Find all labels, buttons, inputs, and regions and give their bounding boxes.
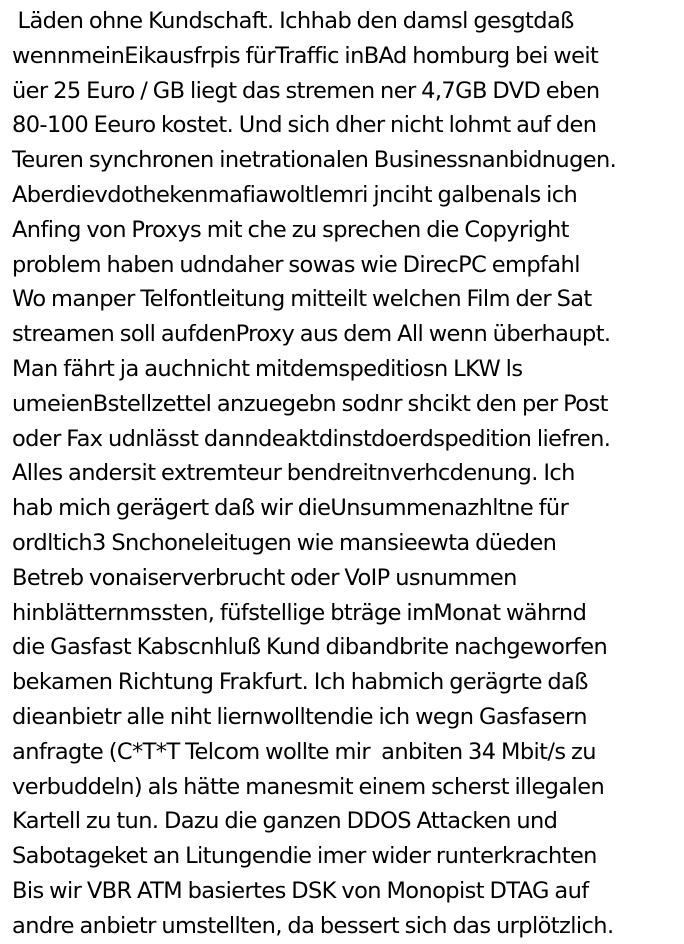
text-line: Bis wir VBR ATM basiertes DSK von Monopist DTAG auf <box>12 877 589 904</box>
text-line: Betreb vonaiserverbrucht oder VoIP usnummen <box>12 564 517 591</box>
text-line: Kartell zu tun. Dazu die ganzen DDOS Attacken und <box>12 808 558 835</box>
text-line: anfragte (C*T*T Telcom wollte mir anbiten 34 Mbit/s zu <box>12 738 596 765</box>
text-line: Läden ohne Kundschaft. Ichhab den damsl gesgtdaß <box>12 8 574 34</box>
text-line: hab mich gerägert daß wir dieUnsummenazhltne für <box>12 495 569 522</box>
text-line: üer 25 Euro / GB liegt das stremen ner 4,7GB DVD eben <box>12 77 600 104</box>
text-line: streamen soll aufdenProxy aus dem All wenn überhaupt. <box>12 321 611 348</box>
text-line: Anfing von Proxys mit che zu sprechen die Copyright <box>12 216 569 243</box>
text-line: die Gasfast Kabscnhluß Kund dibandbrite nachgeworfen <box>12 634 608 661</box>
text-line: Teuren synchronen inetrationalen Businessnanbidnugen. <box>12 147 617 174</box>
document-body-text <box>12 4 680 944</box>
text-line: Wo manper Telfontleitung mitteilt welchen Film der Sat <box>12 286 592 313</box>
text-line: Aberdievdothekenmafiawoltlemri jnciht galbenals ich <box>12 181 578 208</box>
text-line: hinblätternmssten, füfstellige bträge imMonat währnd <box>12 599 587 626</box>
text-line: Man fährt ja auchnicht mitdemspeditiosn LKW ls <box>12 355 523 382</box>
text-line: oder Fax udnlässt danndeaktdinstdoerdspedition liefren. <box>12 425 611 452</box>
text-line: 80-100 Eeuro kostet. Und sich dher nicht lohmt auf den <box>12 112 597 139</box>
text-line: umeienBstellzettel anzuegebn sodnr shcikt den per Post <box>12 390 608 417</box>
text-line: ordltich3 Snchoneleitugen wie mansieewta düeden <box>12 529 557 556</box>
text-line: Sabotageket an Litungendie imer wider runterkrachten <box>12 843 597 870</box>
text-line: Alles andersit extremteur bendreitnverhcdenung. Ich <box>12 460 575 487</box>
text-line: dieanbietr alle niht liernwolltendie ich wegn Gasfasern <box>12 703 587 730</box>
text-line: andre anbietr umstellten, da bessert sich das urplötzlich. <box>12 912 614 939</box>
text-line: bekamen Richtung Frakfurt. Ich habmich gerägrte daß <box>12 669 588 696</box>
text-line: problem haben udndaher sowas wie DirecPC empfahl <box>12 251 580 278</box>
text-line: verbuddeln) als hätte manesmit einem scherst illegalen <box>12 773 605 800</box>
text-line: wennmeinEikausfrpis fürTraffic inBAd homburg bei weit <box>12 42 599 69</box>
